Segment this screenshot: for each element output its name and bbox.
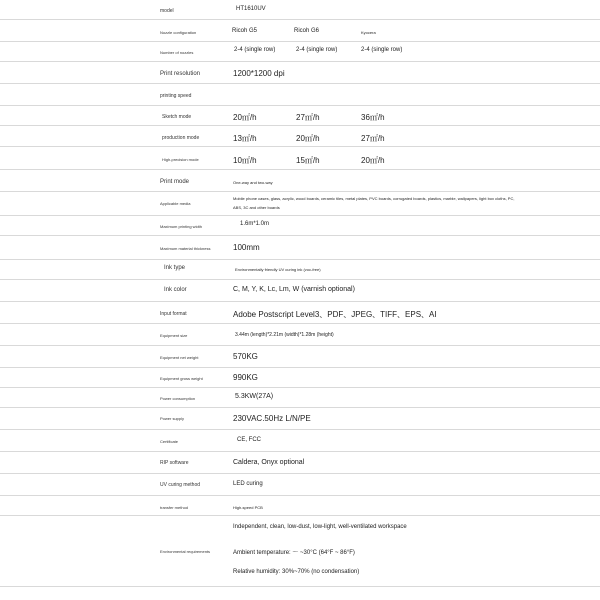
netweight-value: 570KG — [233, 352, 258, 361]
sketch-value-2: 27㎡/h — [296, 113, 320, 122]
spec-row-environment — [0, 515, 600, 587]
inktype-value: Environmentally friendly UV curing ink (voc-free) — [235, 267, 321, 272]
netweight-label: Equipment net weight — [160, 355, 199, 360]
spec-row-inkcolor — [0, 279, 600, 302]
nozzle-label: Nozzle configuration — [160, 30, 197, 35]
thickness-label: Maximum material thickness — [160, 246, 211, 251]
environment-line-1: Independent, clean, low-dust, low-light, well-ventilated workspace — [233, 524, 407, 530]
grossweight-value: 990KG — [233, 373, 258, 382]
highprecision-label: High-precision mode — [162, 157, 199, 162]
sketch-label: Sketch mode — [162, 114, 192, 120]
spec-row-voltage — [0, 407, 600, 430]
nozzles-value-2: 2-4 (single row) — [296, 47, 338, 53]
nozzles-label: Number of nozzles — [160, 50, 194, 55]
media-label: Applicable media — [160, 201, 191, 206]
inktype-label: Ink type — [164, 265, 186, 271]
size-value: 3.44m (length)*2.21m (width)*1.28m (height) — [235, 332, 334, 338]
spec-row-certificate — [0, 429, 600, 452]
spec-row-resolution — [0, 61, 600, 84]
production-label: production mode — [162, 135, 200, 141]
spec-row-format — [0, 301, 600, 324]
spec-row-width — [0, 215, 600, 236]
spec-row-speed — [0, 83, 600, 106]
spec-row-media — [0, 191, 600, 216]
printmode-label: Print mode — [160, 179, 190, 185]
environment-label: Environmental requirements — [160, 549, 211, 554]
spec-row-size — [0, 323, 600, 346]
spec-row-highprecision — [0, 146, 600, 170]
model-label: model — [160, 8, 174, 14]
thickness-value: 100mm — [233, 243, 260, 252]
spec-row-grossweight — [0, 367, 600, 388]
transfer-value: High-speed PCB — [233, 505, 263, 510]
media-value: Mobile phone cases, glass, acrylic, wood boards, ceramic tiles, metal plates, PVC boards, corrugated boards, plastics, marble, wallpapers, light box cloths, PC, ABS, 3C and other boards — [233, 196, 515, 210]
transfer-label: transfer method — [160, 505, 189, 510]
nozzles-value-3: 2-4 (single row) — [361, 47, 403, 53]
sketch-value-3: 36㎡/h — [361, 113, 385, 122]
highprecision-value-3: 20㎡/h — [361, 156, 385, 165]
size-label: Equipment size — [160, 333, 188, 338]
spec-row-nozzles — [0, 41, 600, 62]
format-value: Adobe Postscript Level3、PDF、JPEG、TIFF、EPS、AI — [233, 310, 437, 319]
inkcolor-value: C, M, Y, K, Lc, Lm, W (varnish optional) — [233, 286, 355, 293]
rip-value: Caldera, Onyx optional — [233, 459, 305, 466]
spec-row-model — [0, 0, 600, 20]
resolution-value: 1200*1200 dpi — [233, 69, 285, 78]
resolution-label: Print resolution — [160, 71, 201, 77]
production-value-2: 20㎡/h — [296, 134, 320, 143]
model-value: HT1610UV — [236, 6, 266, 12]
speed-label: printing speed — [160, 93, 192, 99]
curing-value: LED curing — [233, 481, 263, 487]
spec-row-inktype — [0, 259, 600, 280]
nozzle-value-2: Ricoh G6 — [294, 28, 320, 34]
highprecision-value-2: 15㎡/h — [296, 156, 320, 165]
format-label: Input format — [160, 311, 187, 317]
power-value: 5.3KW(27A) — [235, 393, 274, 400]
production-value-3: 27㎡/h — [361, 134, 385, 143]
power-label: Power consumption — [160, 396, 196, 401]
voltage-value: 230VAC.50Hz L/N/PE — [233, 414, 311, 423]
sketch-value-1: 20㎡/h — [233, 113, 257, 122]
spec-row-rip — [0, 451, 600, 474]
nozzle-value-1: Ricoh G5 — [232, 28, 258, 34]
grossweight-label: Equipment gross weight — [160, 376, 203, 381]
printmode-value: One-way and two-way — [233, 180, 273, 185]
environment-line-3: Relative humidity: 30%~70% (no condensation) — [233, 569, 360, 575]
inkcolor-label: Ink color — [164, 287, 187, 293]
rip-label: RIP software — [160, 460, 189, 466]
width-value: 1.6m*1.0m — [240, 221, 270, 227]
certificate-value: CE, FCC — [237, 437, 261, 443]
production-value-1: 13㎡/h — [233, 134, 257, 143]
spec-row-curing — [0, 473, 600, 496]
spec-row-netweight — [0, 345, 600, 368]
spec-row-transfer — [0, 495, 600, 516]
nozzle-value-3: Kyocera — [361, 30, 376, 35]
width-label: Maximum printing width — [160, 224, 203, 229]
certificate-label: Certificate — [160, 439, 179, 444]
spec-row-nozzle — [0, 19, 600, 42]
environment-line-2: Ambient temperature: ～ ~30°C (64°F ~ 86°F) — [233, 550, 355, 556]
highprecision-value-1: 10㎡/h — [233, 156, 257, 165]
spec-row-power — [0, 387, 600, 408]
voltage-label: Power supply — [160, 416, 185, 421]
spec-row-thickness — [0, 235, 600, 260]
spec-row-printmode — [0, 169, 600, 192]
spec-row-production — [0, 125, 600, 147]
spec-row-sketch — [0, 105, 600, 126]
nozzles-value-1: 2-4 (single row) — [234, 47, 276, 53]
curing-label: UV curing method — [160, 482, 201, 488]
